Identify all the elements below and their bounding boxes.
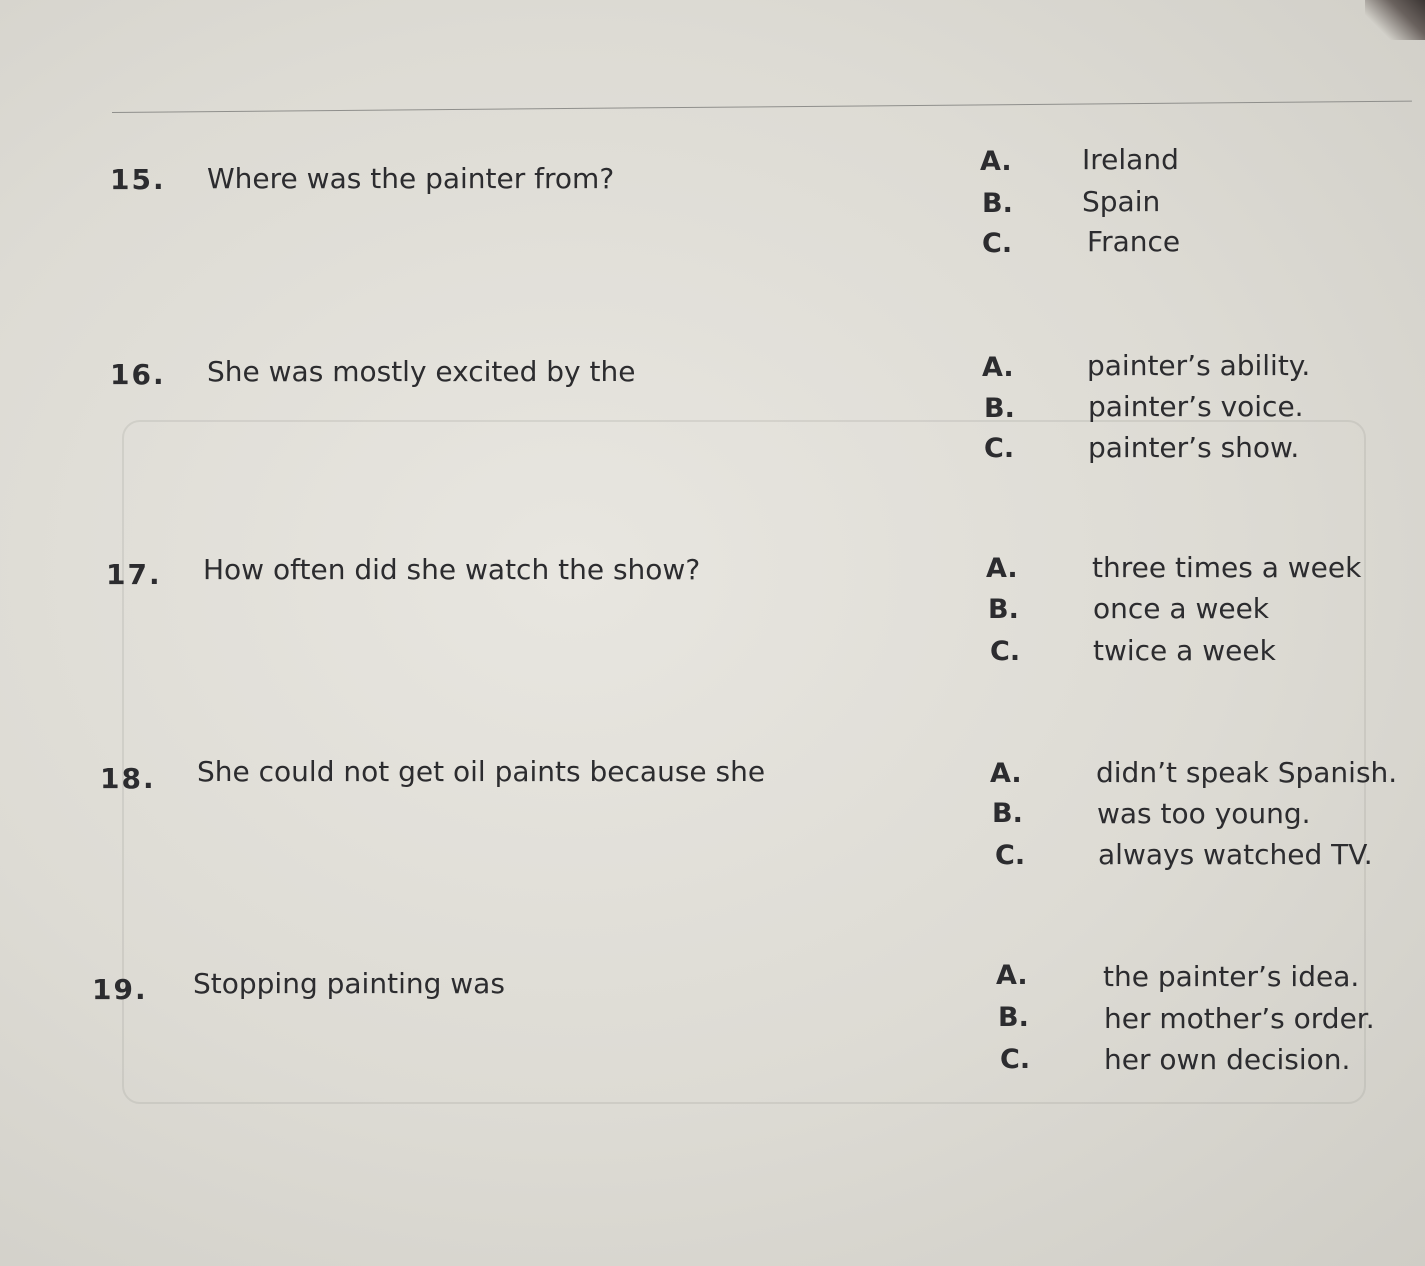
option-b-text: painter’s voice. (1088, 390, 1304, 423)
option-c-letter: C. (982, 228, 1013, 259)
question-text: Where was the painter from? (207, 162, 615, 195)
option-a-text: didn’t speak Spanish. (1096, 756, 1398, 789)
question-number: 19. (92, 973, 148, 1006)
option-c-text: always watched TV. (1098, 838, 1373, 871)
question-number: 17. (106, 558, 162, 591)
option-b-letter: B. (984, 393, 1015, 424)
option-c-letter: C. (1000, 1044, 1031, 1075)
option-c-letter: C. (990, 636, 1021, 667)
option-c-letter: C. (984, 433, 1015, 464)
option-a-letter: A. (990, 758, 1022, 789)
option-a-text: Ireland (1082, 143, 1179, 176)
option-b-letter: B. (988, 594, 1019, 625)
option-c-text: painter’s show. (1088, 431, 1300, 464)
option-c-text: her own decision. (1104, 1043, 1351, 1076)
option-a-text: the painter’s idea. (1103, 960, 1360, 993)
question-text: How often did she watch the show? (203, 553, 701, 586)
question-number: 18. (100, 762, 156, 795)
option-b-letter: B. (982, 188, 1013, 219)
question-text: She could not get oil paints because she (197, 755, 766, 788)
option-b-letter: B. (992, 798, 1023, 829)
question-number: 15. (110, 163, 166, 196)
option-b-text: her mother’s order. (1104, 1002, 1375, 1035)
question-text: She was mostly excited by the (207, 355, 636, 388)
option-b-text: was too young. (1097, 797, 1311, 830)
option-b-text: once a week (1093, 592, 1270, 625)
option-a-letter: A. (982, 352, 1014, 383)
option-a-letter: A. (996, 960, 1028, 991)
option-a-text: painter’s ability. (1087, 349, 1311, 382)
question-text: Stopping painting was (193, 967, 505, 1000)
question-number: 16. (110, 358, 166, 391)
option-a-text: three times a week (1092, 551, 1362, 584)
option-b-text: Spain (1082, 185, 1161, 218)
option-b-letter: B. (998, 1002, 1029, 1033)
option-a-letter: A. (986, 553, 1018, 584)
option-a-letter: A. (980, 146, 1012, 177)
option-c-text: France (1087, 225, 1181, 258)
option-c-letter: C. (995, 840, 1026, 871)
option-c-text: twice a week (1093, 634, 1276, 667)
